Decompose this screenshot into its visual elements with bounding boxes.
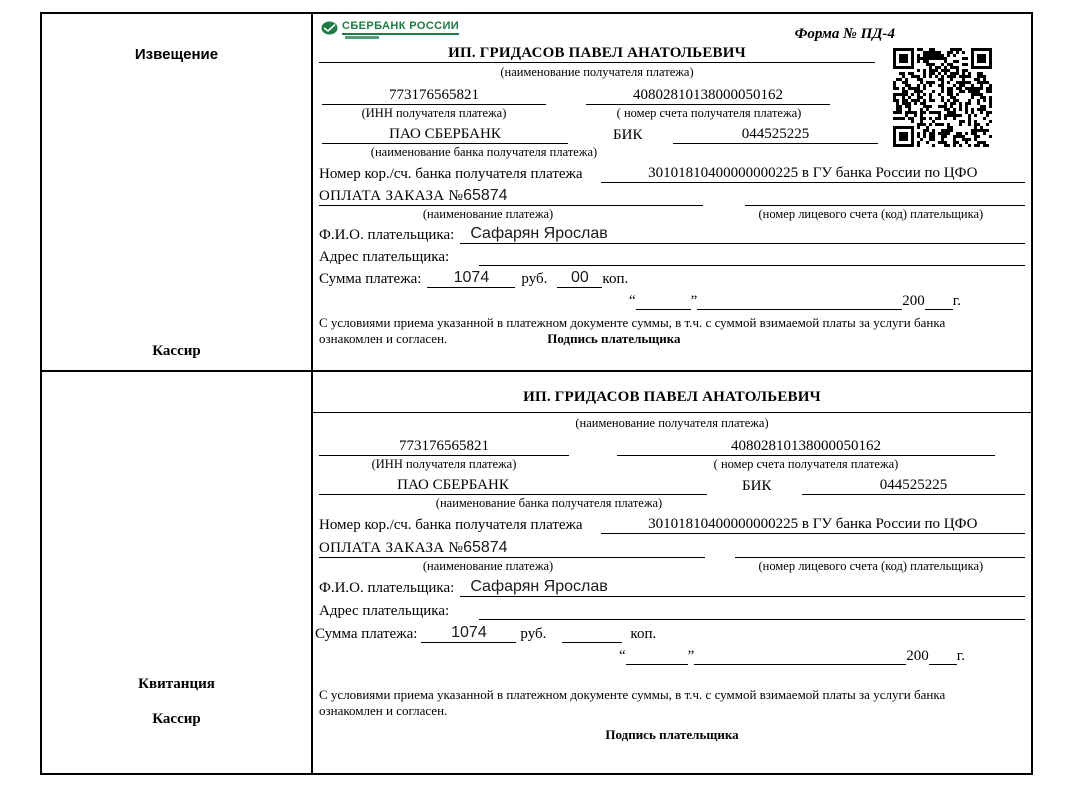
cashier-label: Кассир	[152, 343, 201, 359]
brand-row	[319, 18, 1025, 44]
payment-name-prefix-2: ОПЛАТА ЗАКАЗА №	[319, 540, 464, 556]
bik-label: БИК	[613, 127, 643, 143]
bank-caption: (наименование банка получателя платежа)	[370, 145, 598, 159]
corr-field-2: 30101810400000000225 в ГУ банка России по ЦФО	[601, 516, 1025, 534]
rub-label: руб.	[521, 271, 548, 287]
corr-field: 30101810400000000225 в ГУ банка России по ЦФО	[601, 165, 1025, 183]
personal-account-field-2	[735, 538, 1025, 558]
bik-label-2: БИК	[742, 478, 772, 494]
payee-inn-field-2: 773176565821	[319, 438, 569, 456]
qr-code	[893, 48, 992, 147]
bank-bik-row-2	[319, 477, 1025, 495]
fio-value-2: Сафарян Ярослав	[470, 578, 608, 595]
sum-rub-field: 1074	[427, 269, 515, 288]
bik-field: 044525225	[673, 126, 878, 144]
payee-account-field: 40802810138000050162	[586, 87, 830, 105]
agreement-line1-2: С условиями приема указанной в платежном документе суммы, в т.ч. с суммой взимаемой платы за услуги банка	[319, 687, 946, 702]
inn-caption: (ИНН получателя платежа)	[361, 106, 507, 120]
open-quote: “	[628, 293, 636, 309]
payee-name-block	[319, 44, 875, 63]
fio-row	[319, 225, 1025, 244]
notice-stub	[42, 14, 313, 370]
corr-account-row-2	[319, 516, 1025, 534]
receipt-stub	[42, 372, 313, 773]
inn-account-captions-2	[319, 457, 1025, 472]
bank-name-field-2: ПАО СБЕРБАНК	[319, 477, 707, 495]
form-number: Форма № ПД-4	[794, 26, 895, 42]
receipt-body	[313, 372, 1031, 773]
cashier-label-bottom: Кассир	[152, 711, 201, 727]
year-suffix: г.	[952, 293, 961, 309]
corr-label: Номер кор./сч. банка получателя платежа	[319, 166, 583, 182]
payee-name: ИП. ГРИДАСОВ ПАВЕЛ АНАТОЛЬЕВИЧ	[448, 45, 746, 61]
signature-label: Подпись плательщика	[547, 331, 681, 346]
fio-row-2	[319, 578, 1025, 597]
corr-account-row	[319, 165, 1025, 183]
receipt-section	[42, 372, 1031, 773]
payment-name-row-2	[319, 538, 1025, 558]
agreement-line1: С условиями приема указанной в платежном документе суммы, в т.ч. с суммой взимаемой платы за услуги банка	[319, 315, 946, 330]
notice-section	[42, 14, 1031, 372]
address-label: Адрес плательщика:	[319, 249, 450, 265]
brand-name: СБЕРБАНК РОССИИ	[342, 20, 459, 35]
order-number: 65874	[463, 187, 508, 204]
personal-account-field	[745, 186, 1025, 206]
payee-name-caption: (наименование получателя платежа)	[500, 65, 694, 79]
open-quote-2: “	[618, 648, 626, 664]
year-suffix-2: г.	[956, 648, 965, 664]
account-caption-2: ( номер счета получателя платежа)	[713, 457, 899, 471]
agreement-text-2	[319, 687, 1025, 743]
kop-label: коп.	[602, 271, 629, 287]
payment-captions-row-2	[319, 559, 1025, 574]
date-row	[319, 292, 1025, 310]
corr-label-2: Номер кор./сч. банка получателя платежа	[319, 517, 583, 533]
personal-account-caption-2: (номер лицевого счета (код) плательщика)	[758, 559, 984, 573]
payment-caption: (наименование платежа)	[422, 207, 554, 221]
payment-name-field	[319, 187, 703, 206]
sum-kop-field-2	[562, 624, 622, 643]
kop-label-2: коп.	[630, 626, 657, 642]
date-row-2	[319, 647, 1025, 665]
inn-caption-2: (ИНН получателя платежа)	[371, 457, 517, 471]
sum-row	[319, 269, 1025, 288]
notice-body	[313, 14, 1031, 370]
sum-rub-field-2: 1074	[421, 624, 516, 643]
address-row	[319, 247, 1025, 266]
address-row-2	[319, 601, 1025, 620]
account-caption: ( номер счета получателя платежа)	[616, 106, 802, 120]
sum-label-2: Сумма платежа:	[315, 626, 418, 642]
year-prefix: 200	[902, 293, 925, 309]
payment-name-row	[319, 186, 1025, 206]
sum-row-2	[315, 624, 1025, 643]
payment-name-field-2	[319, 539, 705, 558]
inn-account-row-2	[319, 438, 1025, 456]
sberbank-logo	[321, 20, 459, 35]
agreement-text	[319, 315, 1025, 347]
brand-subtext-bar	[345, 36, 379, 39]
sberbank-emblem-icon	[321, 21, 338, 35]
address-label-2: Адрес плательщика:	[319, 603, 450, 619]
payee-inn-field: 773176565821	[322, 87, 546, 105]
notice-label: Извещение	[134, 46, 219, 63]
payment-caption-2: (наименование платежа)	[422, 559, 554, 573]
rub-label-2: руб.	[520, 626, 547, 642]
sum-kop-field: 00	[557, 269, 602, 288]
payment-name-prefix: ОПЛАТА ЗАКАЗА №	[319, 188, 464, 204]
payee-name-block-2	[313, 388, 1031, 413]
payee-name-2: ИП. ГРИДАСОВ ПАВЕЛ АНАТОЛЬЕВИЧ	[523, 389, 821, 405]
payment-captions-row	[319, 207, 1025, 222]
agreement-line2: ознакомлен и согласен.	[319, 331, 448, 346]
receipt-label: Квитанция	[138, 676, 215, 692]
payee-name-caption-2: (наименование получателя платежа)	[575, 416, 769, 430]
bank-caption-2: (наименование банка получателя платежа)	[435, 496, 663, 510]
bik-field-2: 044525225	[802, 477, 1025, 495]
payee-account-field-2: 40802810138000050162	[617, 438, 995, 456]
bank-name-field: ПАО СБЕРБАНК	[322, 126, 568, 144]
order-number-2: 65874	[463, 539, 508, 556]
agreement-line2-2: ознакомлен и согласен.	[319, 703, 448, 718]
fio-label-2: Ф.И.О. плательщика:	[319, 580, 455, 596]
close-quote: ”	[690, 293, 698, 309]
year-prefix-2: 200	[906, 648, 929, 664]
fio-label: Ф.И.О. плательщика:	[319, 227, 455, 243]
fio-value: Сафарян Ярослав	[470, 225, 608, 242]
personal-account-caption: (номер лицевого счета (код) плательщика)	[758, 207, 984, 221]
close-quote-2: ”	[687, 648, 695, 664]
signature-label-2: Подпись плательщика	[605, 727, 739, 742]
form-outline	[40, 12, 1033, 775]
sum-label: Сумма платежа:	[319, 271, 422, 287]
